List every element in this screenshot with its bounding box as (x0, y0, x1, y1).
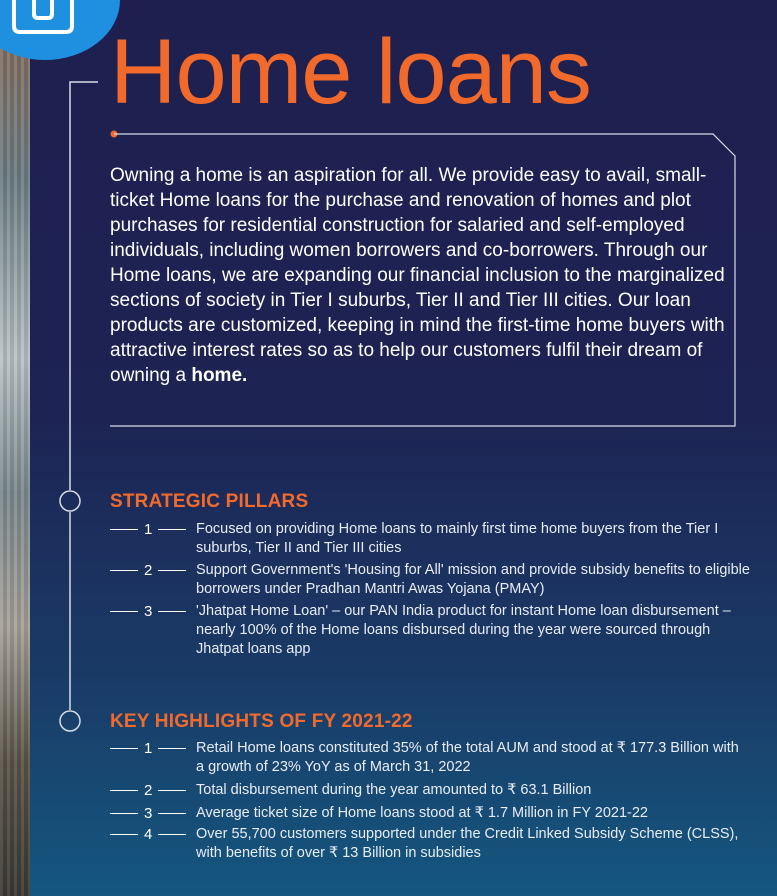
item-number: 4 (110, 825, 196, 844)
intro-paragraph (110, 163, 730, 388)
highlight-item (110, 739, 750, 777)
item-number: 1 (110, 739, 196, 758)
item-text: Over 55,700 customers supported under the Credit Linked Subsidy Scheme (CLSS), with benefits of over ₹ 13 Billion in subsidies (196, 826, 739, 861)
key-highlights-heading: KEY HIGHLIGHTS OF FY 2021-22 (110, 711, 413, 732)
highlight-item (110, 781, 750, 800)
item-text: Total disbursement during the year amounted to ₹ 63.1 Billion (196, 782, 592, 798)
item-text: Support Government's 'Housing for All' mission and provide subsidy benefits to eligible borrowers under Pradhan Mantri Awas Yojana (PMAY) (196, 562, 750, 597)
item-text: Focused on providing Home loans to mainly first time home buyers from the Tier I suburbs, Tier II and Tier III cities (196, 521, 719, 556)
intro-text: Owning a home is an aspiration for all. We provide easy to avail, small-ticket Home loans for the purchase and renovation of homes and plot purchases for residential construction for salaried and self-employed individuals, including women borrowers and co-borrowers. Through our Home loans, we are expanding our financial inclusion to the marginalized sections of society in Tier I suburbs, Tier II and Tier III cities. Our loan products are customized, keeping in mind the first-time home buyers with attractive interest rates so as to help our customers fulfil their dream of owning a (110, 165, 725, 386)
pillar-item (110, 602, 750, 659)
page-title: Home loans (110, 21, 591, 123)
highlight-item (110, 825, 750, 863)
highlight-item (110, 804, 750, 823)
item-text: Retail Home loans constituted 35% of the total AUM and stood at ₹ 177.3 Billion with a growth of 23% YoY as of March 31, 2022 (196, 740, 739, 775)
intro-bold-text: home. (191, 365, 248, 386)
item-number: 2 (110, 781, 196, 800)
item-number: 3 (110, 804, 196, 823)
item-number: 3 (110, 602, 196, 621)
strategic-pillars-heading: STRATEGIC PILLARS (110, 491, 309, 512)
item-number: 2 (110, 561, 196, 580)
item-text: Average ticket size of Home loans stood at ₹ 1.7 Million in FY 2021-22 (196, 805, 648, 821)
item-number: 1 (110, 520, 196, 539)
pillar-item (110, 561, 750, 599)
pillar-item (110, 520, 750, 558)
item-text: 'Jhatpat Home Loan' – our PAN India product for instant Home loan disbursement – nearly 100% of the Home loans disbursed during the year were sourced through Jhatpat loans app (196, 603, 731, 657)
